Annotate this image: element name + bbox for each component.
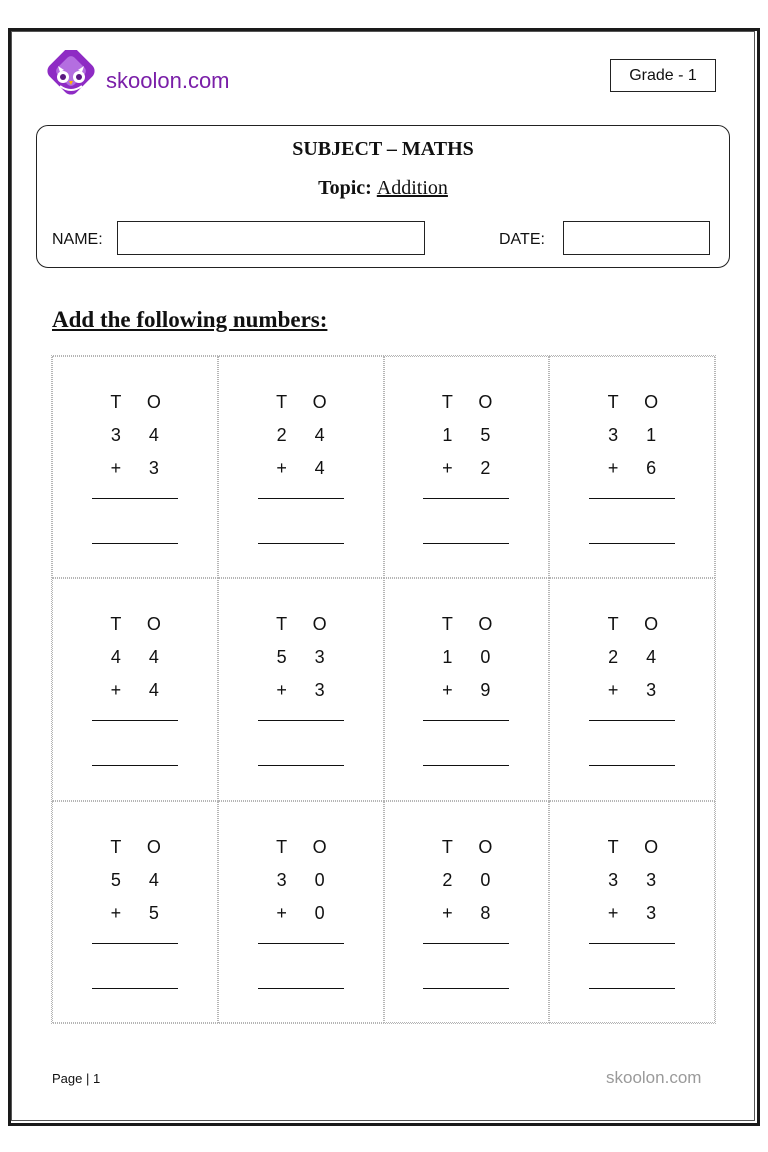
place-value-header — [266, 390, 336, 414]
plus-sign: + — [607, 902, 619, 923]
second-addend-ones: 0 — [314, 902, 325, 923]
sum-line — [92, 498, 178, 499]
first-addend-ones: 0 — [480, 869, 491, 890]
sum-line — [589, 943, 675, 944]
plus-sign: + — [110, 458, 122, 478]
problem-cell — [218, 578, 384, 800]
tens-label: T — [441, 392, 453, 412]
problem-cell — [549, 801, 715, 1023]
place-value-header — [431, 835, 501, 859]
first-addend-ones: 4 — [646, 647, 657, 668]
place-value-header — [431, 612, 501, 636]
plus-sign: + — [607, 458, 619, 478]
problem-cell — [384, 578, 550, 800]
answer-line[interactable] — [258, 988, 344, 989]
first-addend — [597, 423, 667, 447]
second-addend-ones: 9 — [480, 680, 491, 701]
first-addend — [100, 645, 170, 669]
first-addend-ones: 0 — [480, 647, 491, 668]
tens-label: T — [110, 614, 122, 635]
second-addend — [100, 456, 170, 480]
place-value-header — [431, 390, 501, 414]
second-addend — [597, 901, 667, 925]
place-value-header — [100, 835, 170, 859]
sum-line — [258, 498, 344, 499]
date-field[interactable] — [563, 221, 710, 255]
problem-cell — [52, 578, 218, 800]
plus-sign: + — [442, 680, 453, 701]
tens-label: T — [276, 614, 288, 635]
second-addend-ones: 5 — [148, 902, 159, 923]
sum-line — [92, 943, 178, 944]
sum-line — [258, 720, 344, 721]
answer-line[interactable] — [258, 765, 344, 766]
sum-line — [423, 498, 509, 499]
sum-line — [589, 720, 675, 721]
tens-label: T — [607, 614, 619, 635]
first-addend-tens: 3 — [608, 425, 619, 445]
second-addend-ones: 4 — [314, 458, 325, 478]
second-addend — [431, 456, 501, 480]
first-addend-ones: 4 — [148, 647, 159, 668]
name-label: NAME: — [52, 231, 103, 248]
problem-cell — [549, 578, 715, 800]
second-addend-ones: 3 — [314, 680, 325, 701]
ones-label: O — [312, 836, 327, 857]
sum-line — [258, 943, 344, 944]
ones-label: O — [146, 614, 161, 635]
tens-label: T — [110, 392, 122, 412]
problem-cell — [218, 801, 384, 1023]
second-addend — [266, 901, 336, 925]
tens-label: T — [110, 836, 122, 857]
ones-label: O — [478, 392, 493, 412]
name-field[interactable] — [117, 221, 425, 255]
second-addend — [100, 678, 170, 702]
first-addend-ones: 5 — [480, 425, 491, 445]
tens-label: T — [276, 392, 288, 412]
problem-cell — [218, 356, 384, 578]
first-addend-tens: 2 — [608, 647, 619, 668]
page-number: Page | 1 — [52, 1071, 101, 1086]
first-addend — [431, 423, 501, 447]
problem-cell — [52, 801, 218, 1023]
second-addend — [431, 678, 501, 702]
tens-label: T — [441, 836, 453, 857]
first-addend-tens: 4 — [110, 647, 121, 668]
tens-label: T — [607, 392, 619, 412]
first-addend-ones: 0 — [314, 869, 325, 890]
first-addend-ones: 4 — [148, 869, 159, 890]
answer-line[interactable] — [92, 988, 178, 989]
ones-label: O — [644, 614, 659, 635]
instruction-heading: Add the following numbers: — [52, 307, 328, 332]
first-addend — [266, 645, 336, 669]
ones-label: O — [478, 836, 493, 857]
plus-sign: + — [276, 902, 287, 923]
footer-site-name: skoolon.com — [606, 1068, 702, 1087]
second-addend — [597, 456, 667, 480]
sum-line — [589, 498, 675, 499]
place-value-header — [266, 612, 336, 636]
second-addend-ones: 3 — [148, 458, 159, 478]
problem-cell — [384, 356, 550, 578]
problem-cell — [52, 356, 218, 578]
topic-value: Addition — [376, 177, 448, 199]
problem-grid — [51, 355, 716, 1024]
plus-sign: + — [276, 458, 287, 478]
first-addend-tens: 2 — [442, 869, 453, 890]
plus-sign: + — [110, 680, 122, 701]
first-addend — [100, 868, 170, 892]
first-addend-tens: 2 — [276, 425, 287, 445]
place-value-header — [266, 835, 336, 859]
second-addend — [431, 901, 501, 925]
second-addend — [597, 678, 667, 702]
answer-line[interactable] — [589, 765, 675, 766]
first-addend — [597, 868, 667, 892]
plus-sign: + — [442, 902, 453, 923]
grade-badge: Grade - 1 — [610, 59, 716, 92]
first-addend-tens: 3 — [110, 425, 121, 445]
first-addend — [431, 868, 501, 892]
ones-label: O — [312, 614, 327, 635]
second-addend-ones: 8 — [480, 902, 491, 923]
first-addend-ones: 1 — [646, 425, 657, 445]
answer-line[interactable] — [92, 765, 178, 766]
date-label: DATE: — [499, 231, 545, 248]
first-addend-tens: 5 — [110, 869, 121, 890]
place-value-header — [100, 612, 170, 636]
tens-label: T — [441, 614, 453, 635]
first-addend-tens: 5 — [276, 647, 287, 668]
first-addend-tens: 1 — [442, 425, 453, 445]
answer-line[interactable] — [423, 988, 509, 989]
ones-label: O — [146, 392, 161, 412]
first-addend — [431, 645, 501, 669]
second-addend — [266, 456, 336, 480]
first-addend — [597, 645, 667, 669]
answer-line[interactable] — [258, 543, 344, 544]
owl-logo-icon — [40, 50, 102, 112]
tens-label: T — [607, 836, 619, 857]
place-value-header — [597, 612, 667, 636]
second-addend-ones: 3 — [646, 902, 657, 923]
answer-line[interactable] — [423, 543, 509, 544]
sum-line — [423, 720, 509, 721]
ones-label: O — [644, 836, 659, 857]
ones-label: O — [146, 836, 161, 857]
first-addend — [266, 868, 336, 892]
first-addend-ones: 3 — [646, 869, 657, 890]
plus-sign: + — [607, 680, 619, 701]
place-value-header — [597, 390, 667, 414]
first-addend — [100, 423, 170, 447]
problem-cell — [384, 801, 550, 1023]
problem-cell — [549, 356, 715, 578]
ones-label: O — [644, 392, 659, 412]
answer-line[interactable] — [423, 765, 509, 766]
answer-line[interactable] — [589, 543, 675, 544]
first-addend-tens: 3 — [276, 869, 287, 890]
second-addend-ones: 6 — [646, 458, 657, 478]
first-addend-ones: 4 — [148, 425, 159, 445]
tens-label: T — [276, 836, 288, 857]
second-addend — [100, 901, 170, 925]
second-addend-ones: 2 — [480, 458, 491, 478]
worksheet-header — [36, 125, 730, 268]
topic-line — [37, 177, 729, 200]
topic-label: Topic: — [318, 177, 372, 199]
answer-line[interactable] — [589, 988, 675, 989]
ones-label: O — [478, 614, 493, 635]
first-addend-tens: 3 — [608, 869, 619, 890]
sum-line — [92, 720, 178, 721]
sum-line — [423, 943, 509, 944]
answer-line[interactable] — [92, 543, 178, 544]
first-addend-ones: 4 — [314, 425, 325, 445]
brand-name: skoolon.com — [106, 68, 230, 93]
brand-logo — [40, 50, 230, 112]
first-addend-tens: 1 — [442, 647, 453, 668]
first-addend — [266, 423, 336, 447]
first-addend-ones: 3 — [314, 647, 325, 668]
second-addend-ones: 3 — [646, 680, 657, 701]
plus-sign: + — [442, 458, 453, 478]
second-addend-ones: 4 — [148, 680, 159, 701]
ones-label: O — [312, 392, 327, 412]
place-value-header — [597, 835, 667, 859]
plus-sign: + — [276, 680, 287, 701]
place-value-header — [100, 390, 170, 414]
second-addend — [266, 678, 336, 702]
plus-sign: + — [110, 902, 122, 923]
subject-title: SUBJECT – MATHS — [292, 138, 474, 160]
